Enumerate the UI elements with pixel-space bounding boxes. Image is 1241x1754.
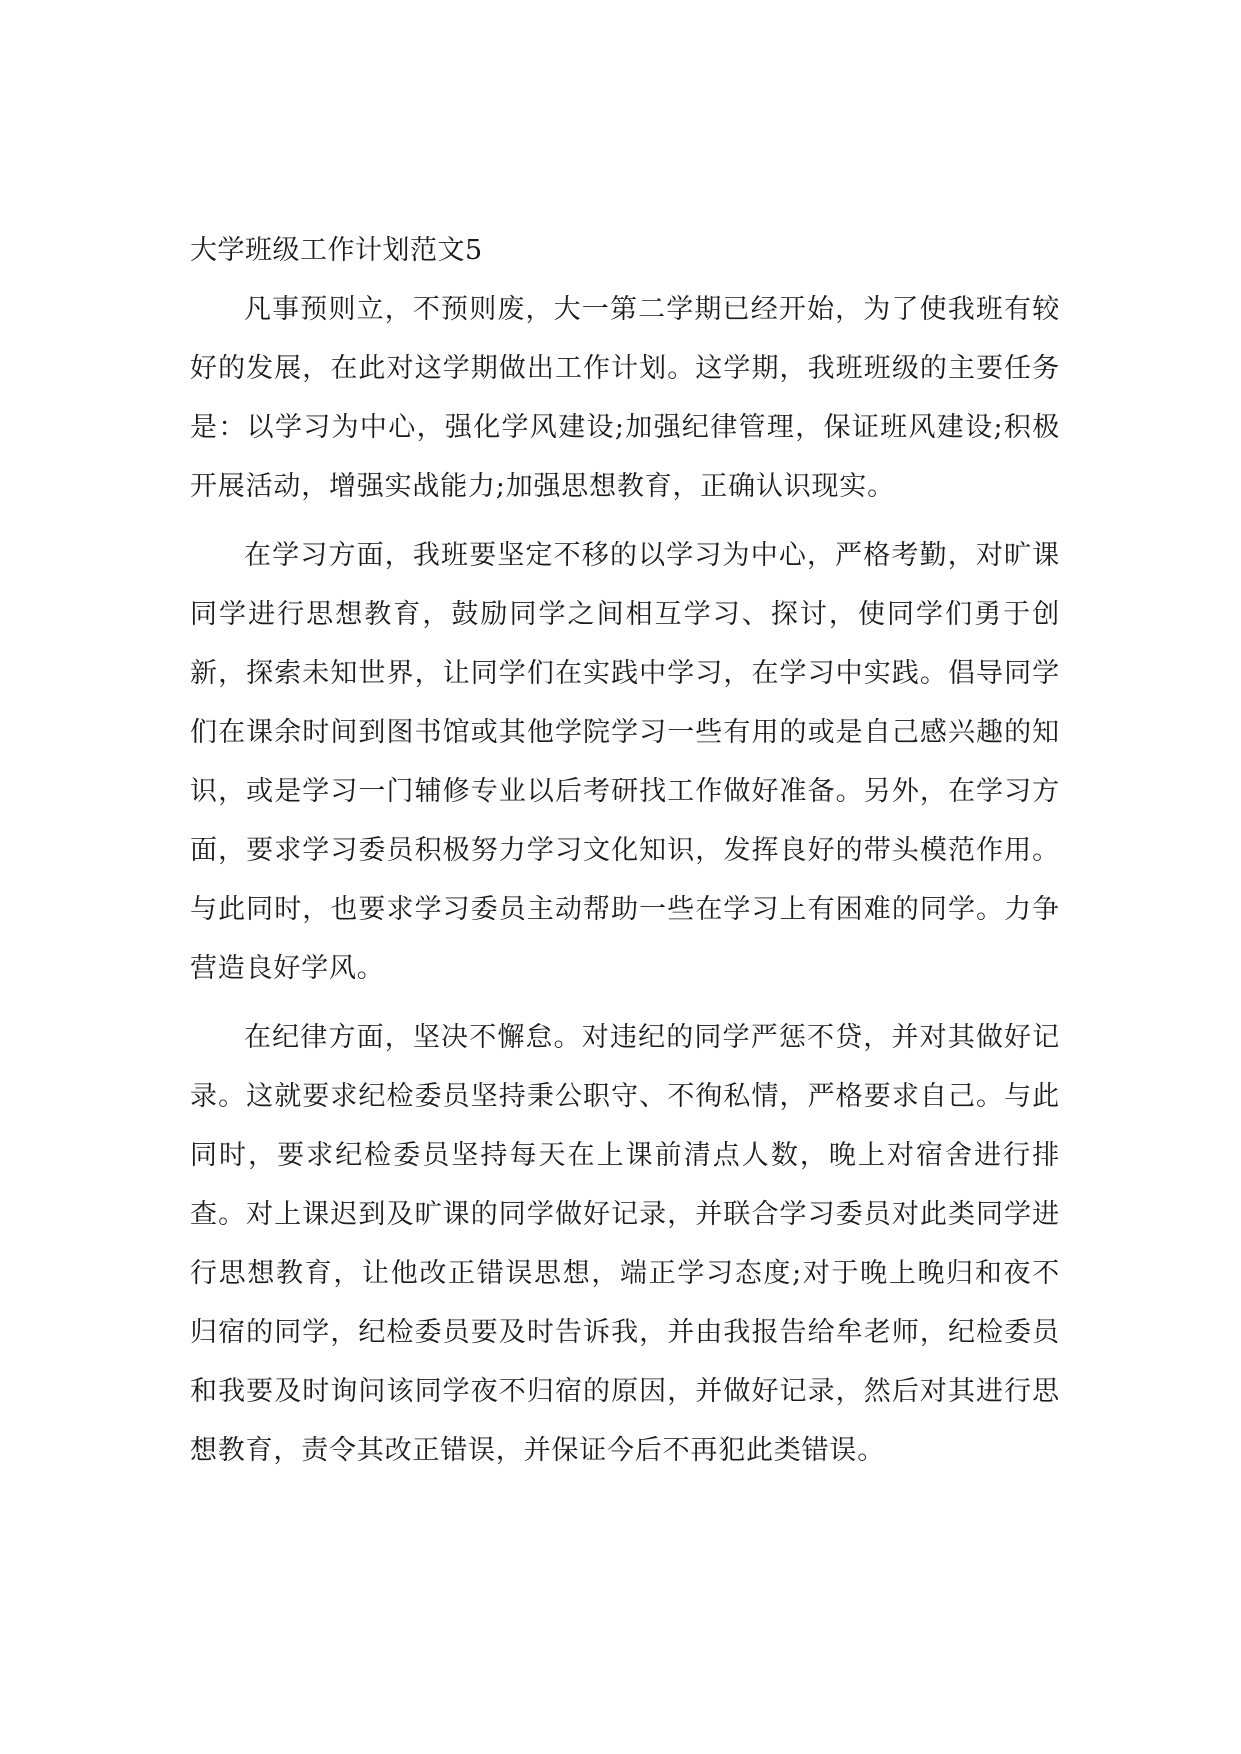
paragraph-intro: 凡事预则立，不预则废，大一第二学期已经开始，为了使我班有较好的发展，在此对这学期做出工作计划。这学期，我班班级的主要任务是：以学习为中心，强化学风建设;加强纪律管理，保证班风建设;积极开展活动，增强实战能力;加强思想教育，正确认识现实。 bbox=[190, 294, 1060, 502]
document-body bbox=[190, 226, 1060, 1480]
paragraph-study: 在学习方面，我班要坚定不移的以学习为中心，严格考勤，对旷课同学进行思想教育，鼓励同学之间相互学习、探讨，使同学们勇于创新，探索未知世界，让同学们在实践中学习，在学习中实践。倡导同学们在课余时间到图书馆或其他学院学习一些有用的或是自己感兴趣的知识，或是学习一门辅修专业以后考研找工作做好准备。另外，在学习方面，要求学习委员积极努力学习文化知识，发挥良好的带头模范作用。与此同时，也要求学习委员主动帮助一些在学习上有困难的同学。力争营造良好学风。 bbox=[190, 540, 1060, 984]
document-title: 大学班级工作计划范文5 bbox=[190, 235, 483, 266]
paragraph-discipline: 在纪律方面，坚决不懈怠。对违纪的同学严惩不贷，并对其做好记录。这就要求纪检委员坚持秉公职守、不徇私情，严格要求自己。与此同时，要求纪检委员坚持每天在上课前清点人数，晚上对宿舍进行排查。对上课迟到及旷课的同学做好记录，并联合学习委员对此类同学进行思想教育，让他改正错误思想，端正学习态度;对于晚上晚归和夜不归宿的同学，纪检委员要及时告诉我，并由我报告给牟老师，纪检委员和我要及时询问该同学夜不归宿的原因，并做好记录，然后对其进行思想教育，责令其改正错误，并保证今后不再犯此类错误。 bbox=[190, 1022, 1060, 1466]
